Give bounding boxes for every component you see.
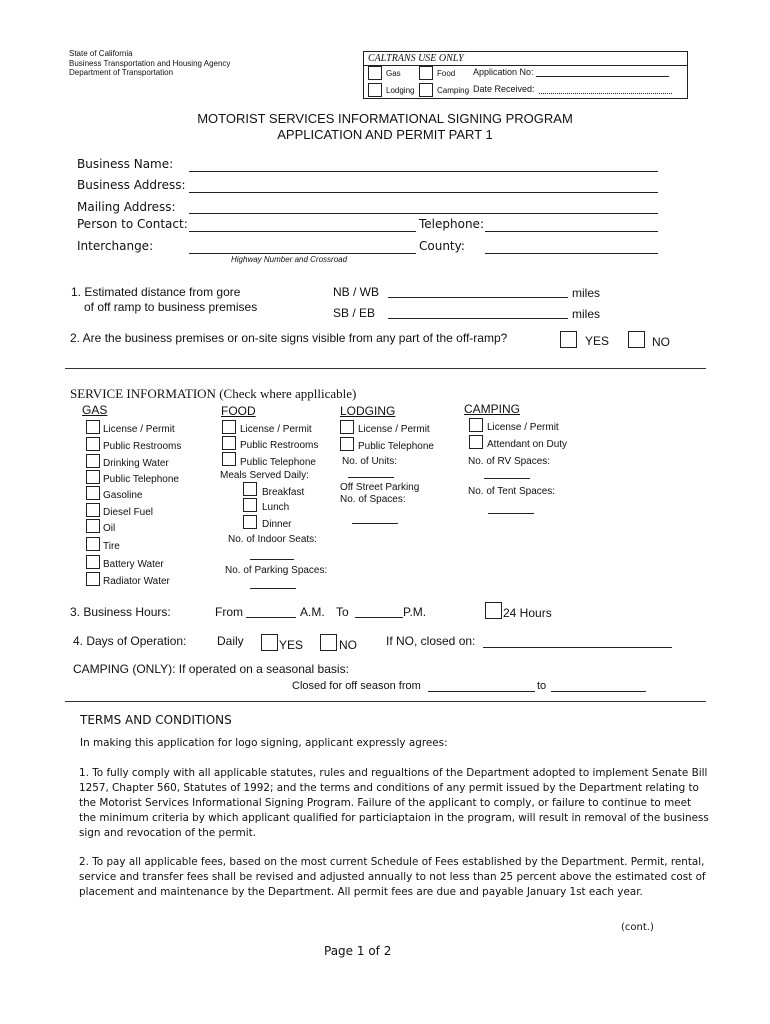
rv-spaces-label: No. of RV Spaces: bbox=[468, 456, 551, 467]
camping-attendant-label: Attendant on Duty bbox=[487, 439, 568, 450]
food-telephone-checkbox[interactable] bbox=[222, 452, 236, 466]
caltrans-food-label: Food bbox=[437, 69, 456, 78]
gas-restrooms-label: Public Restrooms bbox=[103, 441, 182, 452]
terms-paragraph-2: 2. To pay all applicable fees, based on the most current Schedule of Fees established by the Department. Permit, rental, service and transfer fees shall be revised and adjusted annually to not less than 25 percent above the estimated cost of placement and maintenance by the Department. All permit fees are due and payable January 1st each year. bbox=[79, 856, 706, 898]
gas-gasoline-checkbox[interactable] bbox=[86, 486, 100, 500]
terms-intro: In making this application for logo signing, applicant expressly agrees: bbox=[80, 737, 448, 749]
offstreet-parking-label: Off Street Parking bbox=[340, 482, 420, 493]
agency-line-3: Department of Transportation bbox=[69, 68, 174, 77]
caltrans-app-no-label: Application No: bbox=[473, 67, 534, 77]
person-to-contact-field[interactable] bbox=[189, 231, 416, 232]
daily-yes-label: YES bbox=[279, 638, 304, 652]
hours-to-field[interactable] bbox=[355, 617, 403, 618]
gas-tire-checkbox[interactable] bbox=[86, 537, 100, 551]
gas-diesel-checkbox[interactable] bbox=[86, 503, 100, 517]
hours-pm-label: P.M. bbox=[403, 605, 427, 619]
caltrans-gas-label: Gas bbox=[386, 69, 401, 78]
food-restrooms-label: Public Restrooms bbox=[240, 440, 319, 451]
gas-restrooms-checkbox[interactable] bbox=[86, 437, 100, 451]
lunch-label: Lunch bbox=[262, 502, 290, 513]
hours-from-field[interactable] bbox=[246, 617, 296, 618]
county-label: County: bbox=[419, 239, 465, 253]
hours-24-label: 24 Hours bbox=[503, 606, 552, 620]
gas-oil-label: Oil bbox=[103, 523, 116, 534]
food-title: FOOD bbox=[221, 404, 256, 418]
q2-yes-label: YES bbox=[585, 334, 610, 348]
gas-radiator-water-label: Radiator Water bbox=[103, 576, 170, 587]
daily-yes-checkbox[interactable] bbox=[261, 634, 278, 651]
offstreet-spaces-field[interactable] bbox=[352, 523, 398, 524]
telephone-label: Telephone: bbox=[419, 217, 484, 231]
sb-eb-label: SB / EB bbox=[333, 306, 376, 320]
hours-am-label: A.M. bbox=[300, 605, 325, 619]
terms-continued: (cont.) bbox=[621, 922, 654, 933]
dinner-label: Dinner bbox=[262, 519, 292, 530]
terms-heading: TERMS AND CONDITIONS bbox=[80, 713, 232, 727]
gas-diesel-label: Diesel Fuel bbox=[103, 507, 154, 518]
caltrans-use-only-box bbox=[363, 51, 688, 99]
lodging-telephone-checkbox[interactable] bbox=[340, 437, 354, 451]
person-to-contact-label: Person to Contact: bbox=[77, 217, 188, 231]
business-name-field[interactable] bbox=[189, 171, 658, 172]
hours-from-label: From bbox=[215, 605, 243, 619]
telephone-field[interactable] bbox=[485, 231, 658, 232]
caltrans-lodging-label: Lodging bbox=[386, 86, 415, 95]
units-field[interactable] bbox=[348, 477, 394, 478]
lodging-telephone-label: Public Telephone bbox=[358, 441, 434, 452]
gas-battery-water-checkbox[interactable] bbox=[86, 555, 100, 569]
nb-wb-miles-field[interactable] bbox=[388, 297, 568, 298]
q2-question: 2. Are the business premises or on-site signs visible from any part of the off-ramp? bbox=[70, 331, 508, 345]
section-divider bbox=[65, 368, 706, 369]
dinner-checkbox[interactable] bbox=[243, 515, 257, 529]
closed-on-field[interactable] bbox=[483, 647, 672, 648]
food-license-checkbox[interactable] bbox=[222, 420, 236, 434]
interchange-label: Interchange: bbox=[77, 239, 154, 253]
camping-license-checkbox[interactable] bbox=[469, 418, 483, 432]
q1-line1: 1. Estimated distance from gore bbox=[71, 285, 241, 299]
tent-spaces-field[interactable] bbox=[488, 513, 534, 514]
caltrans-camping-label: Camping bbox=[437, 86, 470, 95]
q2-no-label: NO bbox=[652, 335, 670, 349]
interchange-field[interactable] bbox=[189, 253, 416, 254]
caltrans-lodging-checkbox[interactable] bbox=[368, 83, 382, 97]
caltrans-camping-checkbox[interactable] bbox=[419, 83, 433, 97]
gas-water-checkbox[interactable] bbox=[86, 454, 100, 468]
mailing-address-label: Mailing Address: bbox=[77, 200, 176, 214]
nb-wb-label: NB / WB bbox=[333, 285, 380, 299]
agency-line-1: State of California bbox=[69, 49, 133, 58]
gas-radiator-water-checkbox[interactable] bbox=[86, 572, 100, 586]
q2-no-checkbox[interactable] bbox=[628, 331, 645, 348]
mailing-address-field[interactable] bbox=[189, 213, 658, 214]
parking-spaces-field[interactable] bbox=[250, 588, 296, 589]
food-telephone-label: Public Telephone bbox=[240, 457, 316, 468]
gas-telephone-checkbox[interactable] bbox=[86, 470, 100, 484]
gas-license-checkbox[interactable] bbox=[86, 420, 100, 434]
gas-battery-water-label: Battery Water bbox=[103, 559, 164, 570]
q4-label: 4. Days of Operation: bbox=[73, 634, 187, 648]
terms-paragraph-1: 1. To fully comply with all applicable statutes, rules and regualtions of the Department adopted to implement Senate Bill 1257, Chapter 560, Statutes of 1992; and the terms and conditions of any permit issued by the Department relating to the Motorist Services Informational Signing Program. Failure of the applicant to comply, or failure to continue to meet the minimum criteria by which applicant qualified for particiaptaion in the program, will result in removal of the business sign and revocation of the permit. bbox=[79, 767, 709, 839]
off-season-from-field[interactable] bbox=[428, 691, 535, 692]
gas-tire-label: Tire bbox=[103, 541, 120, 552]
form-subtitle: APPLICATION AND PERMIT PART 1 bbox=[277, 127, 493, 142]
caltrans-date-received-label: Date Received: bbox=[473, 84, 535, 94]
breakfast-label: Breakfast bbox=[262, 487, 305, 498]
daily-no-checkbox[interactable] bbox=[320, 634, 337, 651]
date-received-field[interactable] bbox=[539, 93, 672, 94]
breakfast-checkbox[interactable] bbox=[243, 482, 257, 496]
form-title: MOTORIST SERVICES INFORMATIONAL SIGNING PROGRAM bbox=[197, 111, 573, 126]
daily-no-label: NO bbox=[339, 638, 357, 652]
service-heading: SERVICE INFORMATION (Check where appllicable) bbox=[70, 386, 357, 401]
off-season-to-field[interactable] bbox=[551, 691, 646, 692]
gas-license-label: License / Permit bbox=[103, 424, 175, 435]
lodging-license-label: License / Permit bbox=[358, 424, 430, 435]
sb-eb-miles-field[interactable] bbox=[388, 318, 568, 319]
caltrans-food-checkbox[interactable] bbox=[419, 66, 433, 80]
interchange-hint: Highway Number and Crossroad bbox=[231, 255, 348, 264]
gas-gasoline-label: Gasoline bbox=[103, 490, 143, 501]
section-divider-2 bbox=[65, 701, 706, 702]
off-season-to-label: to bbox=[537, 680, 547, 692]
business-address-label: Business Address: bbox=[77, 178, 186, 192]
units-label: No. of Units: bbox=[342, 456, 398, 467]
daily-label: Daily bbox=[217, 634, 244, 648]
offstreet-spaces-label: No. of Spaces: bbox=[340, 494, 406, 505]
closed-on-label: If NO, closed on: bbox=[386, 634, 476, 648]
business-address-field[interactable] bbox=[189, 192, 658, 193]
lodging-license-checkbox[interactable] bbox=[340, 420, 354, 434]
camping-only-text: CAMPING (ONLY): If operated on a seasonal basis: bbox=[73, 662, 349, 676]
page-number: Page 1 of 2 bbox=[324, 944, 392, 958]
off-season-label: Closed for off season from bbox=[292, 680, 421, 692]
rv-spaces-field[interactable] bbox=[484, 478, 530, 479]
camping-attendant-checkbox[interactable] bbox=[469, 435, 483, 449]
q3-label: 3. Business Hours: bbox=[70, 605, 171, 619]
gas-oil-checkbox[interactable] bbox=[86, 519, 100, 533]
meals-served-label: Meals Served Daily: bbox=[220, 470, 309, 481]
food-license-label: License / Permit bbox=[240, 424, 312, 435]
lunch-checkbox[interactable] bbox=[243, 498, 257, 512]
nb-wb-miles-unit: miles bbox=[572, 286, 601, 300]
county-field[interactable] bbox=[485, 253, 658, 254]
business-name-label: Business Name: bbox=[77, 157, 174, 171]
gas-water-label: Drinking Water bbox=[103, 458, 169, 469]
camping-license-label: License / Permit bbox=[487, 422, 559, 433]
indoor-seats-field[interactable] bbox=[250, 559, 294, 560]
parking-spaces-label: No. of Parking Spaces: bbox=[225, 565, 328, 576]
q2-yes-checkbox[interactable] bbox=[560, 331, 577, 348]
lodging-title: LODGING bbox=[340, 404, 396, 418]
caltrans-gas-checkbox[interactable] bbox=[368, 66, 382, 80]
app-no-field[interactable] bbox=[536, 76, 669, 77]
gas-telephone-label: Public Telephone bbox=[103, 474, 179, 485]
gas-title: GAS bbox=[82, 403, 108, 417]
camping-title: CAMPING bbox=[464, 402, 521, 416]
indoor-seats-label: No. of Indoor Seats: bbox=[228, 534, 317, 545]
caltrans-title: CALTRANS USE ONLY bbox=[368, 53, 464, 64]
food-restrooms-checkbox[interactable] bbox=[222, 436, 236, 450]
tent-spaces-label: No. of Tent Spaces: bbox=[468, 486, 556, 497]
hours-to-label: To bbox=[336, 605, 349, 619]
hours-24-checkbox[interactable] bbox=[485, 602, 502, 619]
q1-line2: of off ramp to business premises bbox=[84, 300, 258, 314]
agency-line-2: Business Transportation and Housing Agency bbox=[69, 59, 231, 68]
sb-eb-miles-unit: miles bbox=[572, 307, 601, 321]
